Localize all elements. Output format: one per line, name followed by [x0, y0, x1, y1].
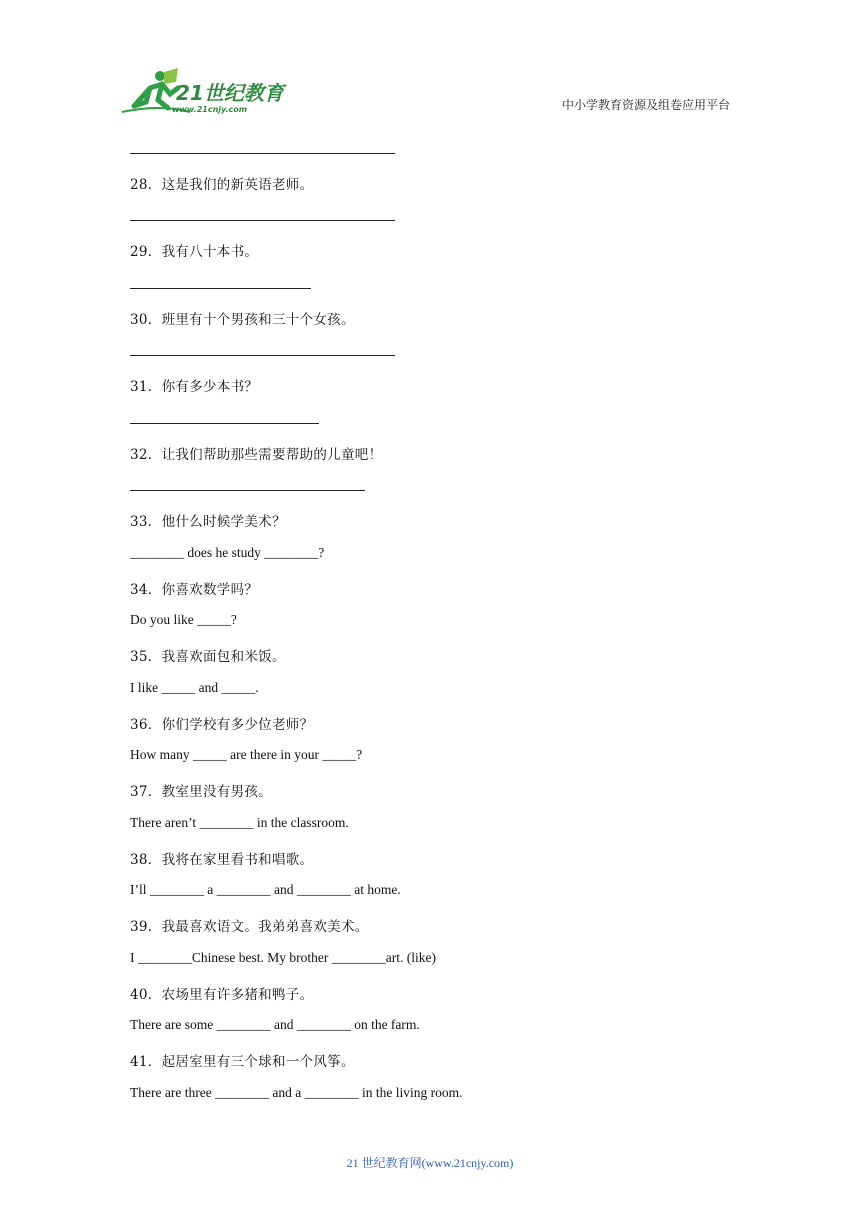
question-29: 29．我有八十本书。 — [130, 244, 259, 260]
logo-url: www.21cnjy.com — [172, 105, 248, 114]
site-logo — [120, 66, 290, 118]
question-40: 40．农场里有许多猪和鸭子。 — [130, 987, 314, 1003]
answer-34: Do you like _____? — [130, 612, 237, 627]
question-32: 32．让我们帮助那些需要帮助的儿童吧！ — [130, 447, 383, 463]
logo-title: 21世纪教育 — [176, 81, 284, 105]
question-35: 35．我喜欢面包和米饭。 — [130, 649, 286, 665]
question-31: 31．你有多少本书？ — [130, 379, 259, 395]
answer-line — [130, 220, 395, 221]
platform-label: 中小学教育资源及组卷应用平台 — [561, 98, 730, 112]
question-39: 39．我最喜欢语文。我弟弟喜欢美术。 — [130, 919, 369, 935]
question-28: 28．这是我们的新英语老师。 — [130, 177, 314, 193]
question-34: 34．你喜欢数学吗？ — [130, 582, 259, 598]
question-36: 36．你们学校有多少位老师？ — [130, 717, 314, 733]
question-37: 37．教室里没有男孩。 — [130, 784, 272, 800]
page-footer: 21 世纪教育网(www.21cnjy.com) — [346, 1156, 514, 1170]
answer-41: There are three ________ and a ________ in the living room. — [130, 1085, 463, 1100]
answer-line — [130, 153, 395, 154]
answer-line — [130, 288, 311, 289]
question-30: 30．班里有十个男孩和三十个女孩。 — [130, 312, 355, 328]
answer-line — [130, 423, 319, 424]
answer-line — [130, 490, 365, 491]
answer-line — [130, 355, 395, 356]
answer-37: There aren’t ________ in the classroom. — [130, 815, 349, 830]
answer-39: I ________Chinese best. My brother ________art. (like) — [130, 950, 436, 965]
question-41: 41．起居室里有三个球和一个风筝。 — [130, 1054, 355, 1070]
question-33: 33．他什么时候学美术？ — [130, 514, 286, 530]
answer-35: I like _____ and _____. — [130, 680, 259, 695]
question-38: 38．我将在家里看书和唱歌。 — [130, 852, 314, 868]
answer-36: How many _____ are there in your _____? — [130, 747, 363, 762]
answer-40: There are some ________ and ________ on the farm. — [130, 1017, 420, 1032]
answer-33: ________ does he study ________? — [130, 545, 325, 560]
answer-38: I’ll ________ a ________ and ________ at home. — [130, 882, 401, 897]
